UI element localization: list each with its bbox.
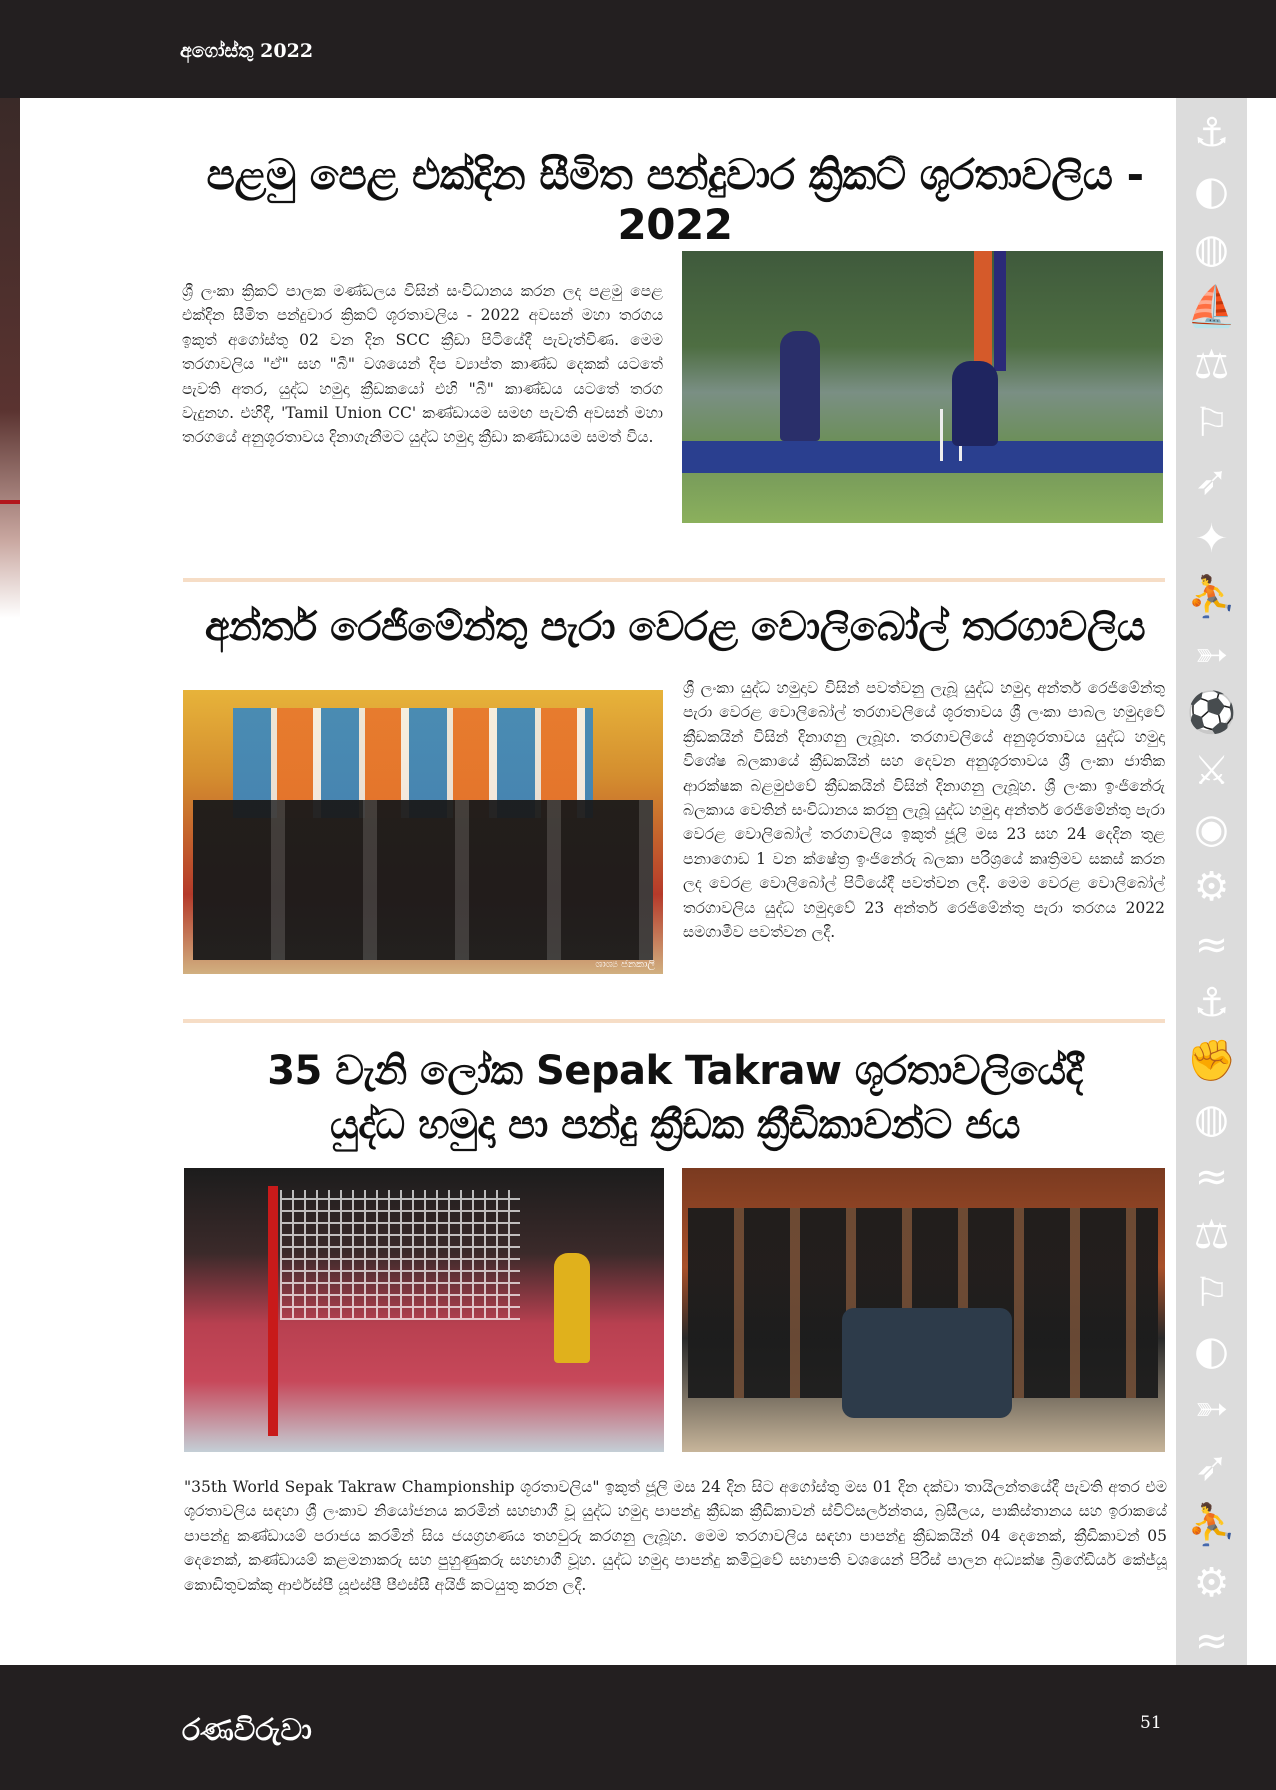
- article-1-body: ශ්‍රී ලංකා ක්‍රිකට් පාලක මණ්ඩලය විසින් සංවිධානය කරන ලද පළමු පෙළ එක්දින සීමිත පන්දුවාර ක්‍රිකට් ශූරතාවලිය - 2022 අවසන් මහා තරගය ඉකුත් අගෝස්තු 02 වන දින SCC ක්‍රීඩා පිටියේදී පැවැත්විණ. මෙම තරගාවලිය "ඒ" සහ "බී" වශයෙන් දිප ව්‍යාප්ත කාණ්ඩ දෙකක් යටතේ පැවති අතර, යුද්ධ හමුදා ක්‍රීඩකයෝ එහි "බී" කාණ්ඩය යටතේ තරග වැදුනහ. එහිදී, 'Tamil Union CC' කණ්ඩායම සමඟ පැවති අවසන් මහා තරගයේ අනුශූරතාවය දිනාගැනීමට යුද්ධ හමුදා ක්‍රීඩා කණ්ඩායම සමත් විය.: [182, 282, 663, 447]
- photo-watermark: ශාශ්‍ය ජනකාලි: [595, 959, 655, 970]
- sepak-takraw-match-photo: [184, 1168, 664, 1452]
- sepak-takraw-team-photo: [682, 1168, 1165, 1452]
- photo-wicketkeeper: [952, 361, 998, 446]
- basketball-icon: ◉: [1194, 806, 1229, 852]
- weightlifting-icon: ⚖: [1193, 342, 1230, 388]
- volleyball-icon: ◍: [1194, 226, 1229, 272]
- archery-icon: ➳: [1194, 632, 1229, 678]
- kayak-icon: ⛵: [1186, 284, 1237, 330]
- gymnastics-icon: ⚐: [1193, 1270, 1230, 1316]
- tennis-icon: ◐: [1194, 168, 1229, 214]
- article-3-heading-line1: 35 වැනි ලෝක Sepak Takraw ශූරතාවලියේදී: [267, 1048, 1083, 1094]
- javelin-icon: ➶: [1194, 458, 1229, 504]
- weightlifting-icon: ⚖: [1193, 1212, 1230, 1258]
- photo-player: [554, 1253, 590, 1363]
- cycling-icon: ⚙: [1193, 1560, 1230, 1606]
- swimming-icon: ≈: [1194, 1618, 1229, 1664]
- section-divider: [183, 578, 1165, 582]
- photo-batsman: [780, 331, 820, 441]
- left-decor-strip: [0, 98, 20, 618]
- gymnastics-icon: ⚐: [1193, 400, 1230, 446]
- rowing-icon: ⚓: [1193, 980, 1230, 1026]
- header-bar: [0, 0, 1276, 98]
- table-tennis-icon: ◐: [1194, 1328, 1229, 1374]
- volleyball-team-photo: [183, 690, 663, 974]
- swimming-icon: ≈: [1194, 1154, 1229, 1200]
- boxing-icon: ✊: [1186, 1038, 1237, 1084]
- hurdles-icon: ⛹: [1186, 574, 1237, 620]
- rowing-icon: ⚓: [1193, 110, 1230, 156]
- article-2-body: ශ්‍රී ලංකා යුද්ධ හමුදාව විසින් පවත්වනු ලැබූ යුද්ධ හමුදා අන්තර් රෙජිමේන්තු පැරා වෙරළ වොලිබෝල් තරගාවලියේ ශූරතාවය ශ්‍රී ලංකා පාබල හමුදාවේ ක්‍රීඩකයින් විසින් දිනාගනු ලැබූහ. තරගාවලියේ අනුශූරතාවය යුද්ධ හමුදා විශේෂ බලකායේ ක්‍රීඩකයින් සහ දෙවන අනුශූරතාවය ශ්‍රී ලංකා ජාතික ආරක්ෂක බළමුළුවේ ක්‍රීඩකයින් විසින් දිනාගනු ලැබූහ. ශ්‍රී ලංකා ඉංජිනේරු බලකාය වෙතින් සංවිධානය කරනු ලැබූ යුද්ධ හමුදා අන්තර් රෙජිමේන්තු පැරා වෙරළ වොලිබෝල් තරගාවලිය ඉකුත් ජූලි මස 23 සහ 24 දෙදින තුළ පනාගොඩ 1 වන ක්ෂේත්‍ර ඉංජිනේරු බලකා පරිශ්‍රයේ කෘත්‍රිමව සකස් කරන ලද වෙරළ වොලිබෝල් පිටියේදී පවත්වන ලදී. මෙම වෙරළ වොලිබෝල් තරගාවලිය යුද්ධ හමුදාවේ 23 අන්තර් රෙජිමේන්තු පැරා තරගය 2022 සමගාමීව පවත්වන ලදී.: [683, 679, 1165, 942]
- sports-icon-strip: [1176, 98, 1247, 1665]
- running-icon: ⛹: [1186, 1502, 1237, 1548]
- judo-icon: ✦: [1194, 516, 1229, 562]
- page-number: 51: [1140, 1713, 1162, 1733]
- issue-date: අගෝස්තු 2022: [180, 40, 314, 62]
- archery-icon: ➳: [1194, 1386, 1229, 1432]
- footer-bar: [0, 1665, 1276, 1790]
- football-icon: ⚽: [1186, 690, 1237, 736]
- photo-flag-stripe: [994, 251, 1006, 371]
- photo-seated-officers: [842, 1308, 1012, 1418]
- cycling-icon: ⚙: [1193, 864, 1230, 910]
- photo-flag: [974, 251, 992, 371]
- section-divider: [183, 1019, 1165, 1023]
- article-2-heading: අන්තර් රෙජිමේන්තු පැරා වෙරළ වොලිබෝල් තරගාවලිය: [204, 604, 1146, 650]
- javelin-icon: ➶: [1194, 1444, 1229, 1490]
- photo-boundary-banner: [682, 441, 1163, 473]
- photo-net-post: [268, 1186, 278, 1436]
- left-decor-line: [0, 500, 20, 504]
- article-3-body: "35th World Sepak Takraw Championship ශූරතාවලිය" ඉකුත් ජූලි මස 24 දින සිට අගෝස්තු මස 01 දින දක්වා තායිලන්තයේදී පැවති අතර එම ශූරතාවලිය සඳහා ශ්‍රී ලංකාව නියෝජනය කරමින් සහභාගී වූ යුද්ධ හමුදා පාපන්දු ක්‍රීඩක ක්‍රීඩිකාවන් ස්විට්සර්ලන්තය, බ්‍රසීලය, පාකිස්තානය සහ ඉරාකයේ පාපන්දු කණ්ඩායම් පරාජය කරමින් සිය ජයග්‍රහණය තහවුරු කරගනු ලැබූහ. මෙම තරගාවලිය සඳහා පාපන්දු ක්‍රීඩකයින් 04 දෙනෙක්, ක්‍රීඩිකාවන් 05 දෙනෙක්, කණ්ඩායම් කළමනාකරු සහ පුහුණුකරු සහභාගී වූහ. යුද්ධ හමුදා පාපන්දු කමිටුවේ සභාපති වශයෙන් පිරිස් පාලන අධ්‍යක්ෂ බ්‍රිගේඩියර් කේජ්යූ කොඩිතුවක්කු ආර්එස්පී යූඑස්පී පීඑස්සී අයිජී කටයුතු කරන ලදී.: [184, 1478, 1167, 1594]
- volleyball-icon: ◍: [1194, 1096, 1229, 1142]
- article-3-heading-line2: යුද්ධ හමුදා පා පන්දු ක්‍රීඩක ක්‍රීඩිකාවන්ට ජය: [330, 1102, 1020, 1148]
- magazine-name: රණවිරුවා: [182, 1713, 312, 1748]
- photo-seated-officers: [193, 800, 653, 960]
- swimming-icon: ≈: [1194, 922, 1229, 968]
- fencing-icon: ⚔: [1193, 748, 1230, 794]
- article-1-heading: පළමු පෙළ එක්දින සීමිත පන්දුවාර ක්‍රිකට් ශූරතාවලිය - 2022: [206, 150, 1144, 249]
- photo-net: [280, 1190, 520, 1320]
- cricket-photo: [682, 251, 1163, 523]
